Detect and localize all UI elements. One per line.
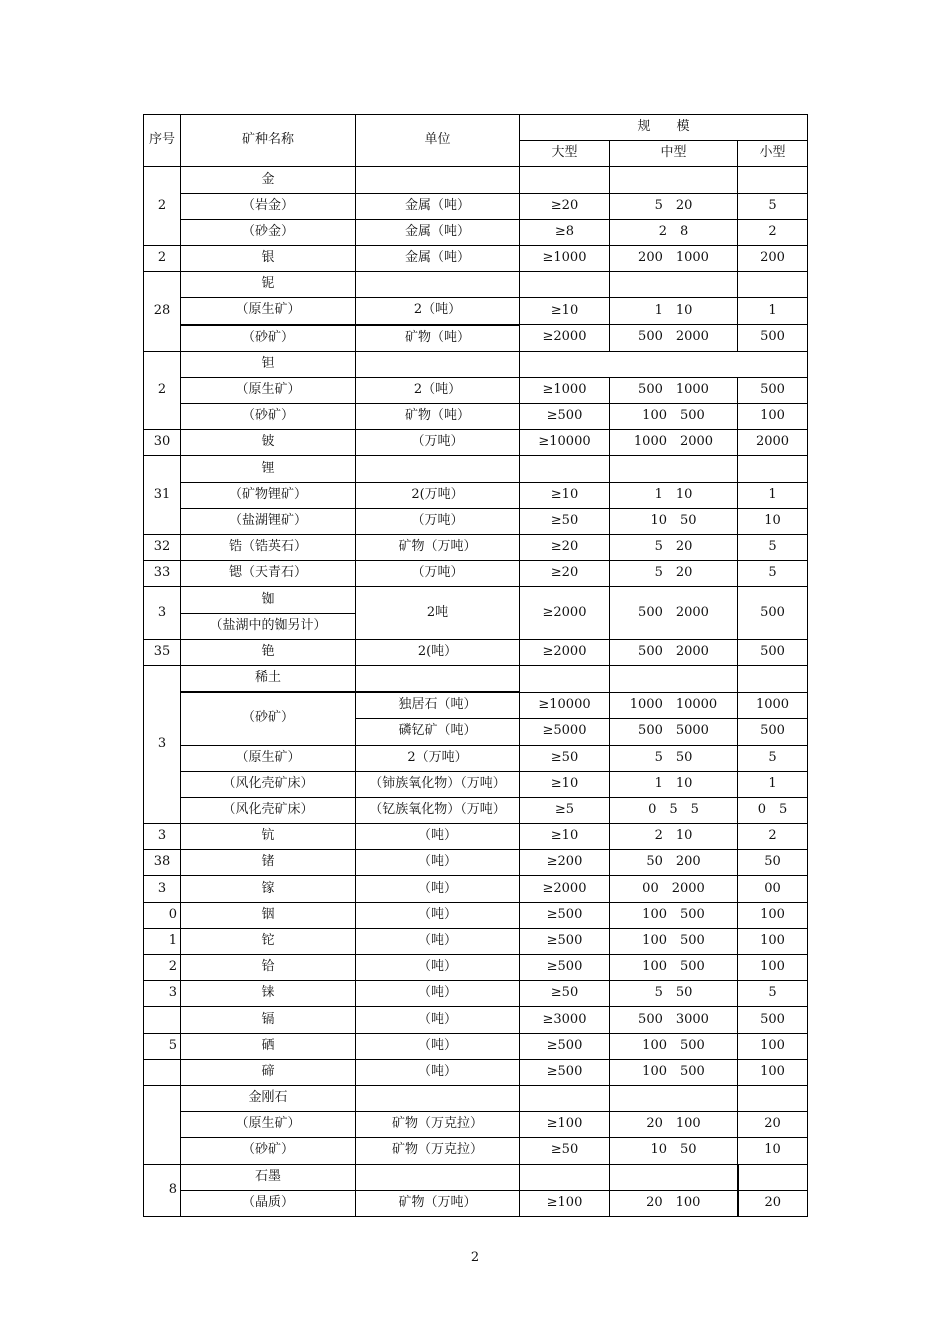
cell-large: ≥1000: [520, 377, 610, 403]
table-row: [144, 1190, 808, 1216]
cell-small: 5: [738, 981, 808, 1007]
cell-large: ≥10: [520, 771, 610, 797]
cell-large: ≥10000: [520, 430, 610, 456]
cell-small: 20: [738, 1112, 808, 1138]
cell-seq: [144, 1007, 181, 1033]
cell-seq: 3: [144, 876, 181, 902]
cell-small: 200: [738, 245, 808, 271]
cell-large: ≥50: [520, 745, 610, 771]
cell-small: 50: [738, 850, 808, 876]
cell-unit: （吨）: [356, 981, 520, 1007]
table-row: [144, 351, 808, 377]
cell-small: 5: [738, 193, 808, 219]
cell-unit: 2（万吨）: [356, 745, 520, 771]
table-row: [144, 1138, 808, 1164]
header-scale: 规 模: [520, 115, 808, 141]
cell-mineral: 钪: [181, 824, 356, 850]
table-row: [144, 193, 808, 219]
cell-seq: 35: [144, 639, 181, 665]
cell-large: ≥2000: [520, 876, 610, 902]
cell-large: ≥10: [520, 824, 610, 850]
cell-seq: 33: [144, 561, 181, 587]
cell-small: 5: [738, 535, 808, 561]
cell-medium: 200 1000: [610, 245, 738, 271]
cell-small: 1000: [738, 692, 808, 719]
cell-medium: 500 5000: [610, 719, 738, 745]
cell-mineral: （风化壳矿床）: [181, 771, 356, 797]
cell-mineral: （原生矿）: [181, 745, 356, 771]
cell-large: ≥100: [520, 1112, 610, 1138]
cell-unit: （万吨）: [356, 561, 520, 587]
cell-medium: 1 10: [610, 298, 738, 325]
cell-mineral: 铍: [181, 430, 356, 456]
cell-medium: 20 100: [610, 1112, 738, 1138]
cell-medium: 100 500: [610, 1033, 738, 1059]
table-row: [144, 561, 808, 587]
cell-unit: 矿物（吨）: [356, 404, 520, 430]
table-row: [144, 587, 808, 613]
table-row: [144, 1007, 808, 1033]
table-row: [144, 298, 808, 325]
cell-large: ≥500: [520, 955, 610, 981]
cell-mineral: 铊: [181, 928, 356, 954]
cell-medium: 5 20: [610, 193, 738, 219]
table-row: [144, 850, 808, 876]
mineral-scale-table: [143, 114, 808, 1217]
table-row: [144, 902, 808, 928]
cell-medium: 5 50: [610, 745, 738, 771]
cell-unit: （吨）: [356, 1007, 520, 1033]
cell-unit: （吨）: [356, 1033, 520, 1059]
cell-seq: 3: [144, 981, 181, 1007]
cell-medium: 1 10: [610, 771, 738, 797]
cell-unit: [356, 351, 520, 377]
cell-unit: [356, 272, 520, 298]
cell-small: 100: [738, 902, 808, 928]
cell-seq: 28: [144, 272, 181, 352]
cell-large: ≥50: [520, 1138, 610, 1164]
cell-small: 00: [738, 876, 808, 902]
cell-medium: 5 20: [610, 561, 738, 587]
cell-seq: 3: [144, 824, 181, 850]
cell-unit: [356, 1164, 520, 1190]
cell-seq: 0: [144, 902, 181, 928]
cell-seq: 8: [144, 1164, 181, 1216]
cell-unit: 磷钇矿（吨）: [356, 719, 520, 745]
cell-seq: 30: [144, 430, 181, 456]
cell-mineral: （盐湖中的铷另计）: [181, 613, 356, 639]
cell-small: 10: [738, 1138, 808, 1164]
cell-unit: 2(万吨）: [356, 482, 520, 508]
cell-mineral: 铯: [181, 639, 356, 665]
cell-seq: [144, 1059, 181, 1085]
cell-small: 5: [738, 745, 808, 771]
header-mineral: 矿种名称: [181, 115, 356, 167]
cell-mineral: 钽: [181, 351, 356, 377]
cell-small: 500: [738, 1007, 808, 1033]
cell-medium: 500 2000: [610, 325, 738, 352]
cell-unit: （吨）: [356, 1059, 520, 1085]
cell-large: ≥2000: [520, 587, 610, 639]
cell-small: [738, 272, 808, 298]
cell-seq: 31: [144, 456, 181, 535]
cell-small: 1: [738, 298, 808, 325]
cell-small: 100: [738, 1033, 808, 1059]
table-row: [144, 1033, 808, 1059]
cell-small: 1: [738, 482, 808, 508]
cell-mineral: 镉: [181, 1007, 356, 1033]
cell-medium: [610, 665, 738, 692]
cell-mineral: 锆（锆英石）: [181, 535, 356, 561]
cell-small: 100: [738, 404, 808, 430]
cell-mineral: 金: [181, 167, 356, 193]
cell-mineral: （风化壳矿床）: [181, 797, 356, 823]
table-row: [144, 404, 808, 430]
cell-unit: 矿物（吨）: [356, 325, 520, 352]
cell-mineral: （岩金）: [181, 193, 356, 219]
table-row: [144, 377, 808, 403]
cell-mineral: （砂矿）: [181, 692, 356, 745]
cell-unit: 矿物（万克拉）: [356, 1138, 520, 1164]
cell-unit: [356, 456, 520, 482]
cell-unit: （吨）: [356, 928, 520, 954]
cell-medium: 500 2000: [610, 587, 738, 639]
header-unit: 单位: [356, 115, 520, 167]
table-row: [144, 876, 808, 902]
cell-small: [738, 456, 808, 482]
cell-unit: （铈族氧化物）（万吨）: [356, 771, 520, 797]
cell-small: 500: [738, 377, 808, 403]
cell-small: 2: [738, 824, 808, 850]
cell-large: ≥10000: [520, 692, 610, 719]
cell-mineral: 石墨: [181, 1164, 356, 1190]
cell-large: [520, 1085, 610, 1111]
cell-unit: [356, 1085, 520, 1111]
cell-small: 100: [738, 928, 808, 954]
table-row: [144, 245, 808, 271]
cell-mineral: （矿物锂矿）: [181, 482, 356, 508]
cell-large: ≥50: [520, 508, 610, 534]
cell-seq: 2: [144, 955, 181, 981]
header-medium: 中型: [610, 141, 738, 167]
cell-large: [520, 1164, 610, 1190]
table-row: [144, 692, 808, 719]
cell-mineral: 锗: [181, 850, 356, 876]
cell-medium: 50 200: [610, 850, 738, 876]
cell-mineral: 银: [181, 245, 356, 271]
cell-small: 10: [738, 508, 808, 534]
cell-unit: 2吨: [356, 587, 520, 639]
cell-medium: [610, 456, 738, 482]
table-row: [144, 508, 808, 534]
cell-mineral: 硒: [181, 1033, 356, 1059]
cell-mineral: 锂: [181, 456, 356, 482]
table-row: [144, 981, 808, 1007]
cell-unit: 金属（吨）: [356, 245, 520, 271]
cell-mineral: 稀土: [181, 665, 356, 692]
cell-small: 500: [738, 639, 808, 665]
cell-mineral: 锶（天青石）: [181, 561, 356, 587]
cell-seq: 1: [144, 928, 181, 954]
cell-large: ≥5: [520, 797, 610, 823]
table-row: [144, 482, 808, 508]
cell-unit: 金属（吨）: [356, 219, 520, 245]
cell-medium: 100 500: [610, 404, 738, 430]
cell-large: ≥500: [520, 928, 610, 954]
cell-seq: [144, 1085, 181, 1164]
cell-unit: 矿物（万吨）: [356, 1190, 520, 1216]
cell-medium: 500 3000: [610, 1007, 738, 1033]
cell-small: 500: [738, 325, 808, 352]
cell-large: [520, 665, 610, 692]
cell-mineral: （原生矿）: [181, 1112, 356, 1138]
table-row: [144, 1059, 808, 1085]
cell-mineral: 铪: [181, 955, 356, 981]
cell-unit: （吨）: [356, 824, 520, 850]
header-seq: 序号: [144, 115, 181, 167]
cell-unit: 金属（吨）: [356, 193, 520, 219]
cell-small: 500: [738, 719, 808, 745]
cell-mineral: （砂矿）: [181, 404, 356, 430]
cell-medium: 500 1000: [610, 377, 738, 403]
cell-mineral: （砂金）: [181, 219, 356, 245]
cell-large: ≥2000: [520, 325, 610, 352]
cell-medium: 500 2000: [610, 639, 738, 665]
cell-large: ≥20: [520, 535, 610, 561]
cell-unit: （吨）: [356, 902, 520, 928]
table-row: [144, 665, 808, 692]
table-row: [144, 1085, 808, 1111]
cell-seq: 3: [144, 587, 181, 639]
cell-large: ≥500: [520, 902, 610, 928]
cell-mineral: （砂矿）: [181, 325, 356, 352]
cell-mineral: 碲: [181, 1059, 356, 1085]
cell-medium: 100 500: [610, 928, 738, 954]
cell-medium: 100 500: [610, 1059, 738, 1085]
cell-medium: 100 500: [610, 955, 738, 981]
table-row: [144, 535, 808, 561]
cell-large: ≥1000: [520, 245, 610, 271]
cell-unit: 矿物（万吨）: [356, 535, 520, 561]
cell-unit: （万吨）: [356, 508, 520, 534]
cell-medium: 5 50: [610, 981, 738, 1007]
table-row: [144, 745, 808, 771]
cell-medium: 0 5 5: [610, 797, 738, 823]
cell-unit: 独居石（吨）: [356, 692, 520, 719]
table-row: [144, 797, 808, 823]
cell-unit: [356, 665, 520, 692]
cell-medium: 1 10: [610, 482, 738, 508]
cell-seq: 2: [144, 351, 181, 430]
header-small: 小型: [738, 141, 808, 167]
cell-mineral: （原生矿）: [181, 298, 356, 325]
header-row: [144, 115, 808, 141]
cell-mineral: （原生矿）: [181, 377, 356, 403]
mineral-scale-table-container: [143, 114, 807, 1217]
cell-unit: 2（吨）: [356, 298, 520, 325]
cell-medium: 1000 10000: [610, 692, 738, 719]
page-number: 2: [470, 1250, 480, 1265]
table-row: [144, 167, 808, 193]
cell-unit: （吨）: [356, 876, 520, 902]
cell-unit: 矿物（万克拉）: [356, 1112, 520, 1138]
cell-small: [738, 1085, 808, 1111]
cell-seq: 3: [144, 665, 181, 823]
table-row: [144, 456, 808, 482]
cell-small: 5: [738, 561, 808, 587]
table-row: [144, 325, 808, 352]
cell-mineral: 铌: [181, 272, 356, 298]
cell-large: ≥3000: [520, 1007, 610, 1033]
cell-large: ≥20: [520, 193, 610, 219]
cell-seq: 38: [144, 850, 181, 876]
cell-large: ≥500: [520, 1059, 610, 1085]
cell-large: [520, 272, 610, 298]
cell-unit: 2(吨）: [356, 639, 520, 665]
cell-unit: [356, 167, 520, 193]
cell-medium: 20 100: [610, 1190, 738, 1216]
cell-unit: 2（吨）: [356, 377, 520, 403]
cell-unit: （钇族氧化物）（万吨）: [356, 797, 520, 823]
cell-large: [520, 167, 610, 193]
cell-medium: [610, 272, 738, 298]
cell-medium: 1000 2000: [610, 430, 738, 456]
cell-small: [738, 1164, 808, 1190]
cell-small: 0 5: [738, 797, 808, 823]
cell-small: 100: [738, 1059, 808, 1085]
cell-large: ≥500: [520, 1033, 610, 1059]
cell-mineral: 镓: [181, 876, 356, 902]
cell-medium: 2 8: [610, 219, 738, 245]
header-large: 大型: [520, 141, 610, 167]
cell-mineral: （盐湖锂矿）: [181, 508, 356, 534]
cell-small: 100: [738, 955, 808, 981]
table-row: [144, 272, 808, 298]
cell-small: 2000: [738, 430, 808, 456]
cell-mineral: 铼: [181, 981, 356, 1007]
cell-mineral: （砂矿）: [181, 1138, 356, 1164]
cell-unit: （吨）: [356, 850, 520, 876]
cell-mineral: （晶质）: [181, 1190, 356, 1216]
cell-scale-empty: [520, 351, 808, 377]
cell-large: ≥500: [520, 404, 610, 430]
table-row: [144, 824, 808, 850]
cell-large: ≥20: [520, 561, 610, 587]
cell-small: 20: [738, 1190, 808, 1216]
table-row: [144, 955, 808, 981]
cell-medium: 100 500: [610, 902, 738, 928]
cell-small: 2: [738, 219, 808, 245]
cell-large: ≥2000: [520, 639, 610, 665]
cell-mineral: 金刚石: [181, 1085, 356, 1111]
cell-large: ≥10: [520, 482, 610, 508]
cell-large: ≥100: [520, 1190, 610, 1216]
cell-small: 1: [738, 771, 808, 797]
table-row: [144, 219, 808, 245]
cell-medium: [610, 1085, 738, 1111]
cell-mineral: 铷: [181, 587, 356, 613]
cell-mineral: 铟: [181, 902, 356, 928]
cell-medium: 5 20: [610, 535, 738, 561]
cell-medium: [610, 167, 738, 193]
cell-large: ≥8: [520, 219, 610, 245]
cell-medium: 00 2000: [610, 876, 738, 902]
cell-seq: 32: [144, 535, 181, 561]
cell-large: [520, 456, 610, 482]
cell-unit: （吨）: [356, 955, 520, 981]
table-row: [144, 1112, 808, 1138]
cell-small: [738, 167, 808, 193]
cell-medium: 10 50: [610, 508, 738, 534]
cell-seq: 5: [144, 1033, 181, 1059]
cell-large: ≥200: [520, 850, 610, 876]
table-row: [144, 430, 808, 456]
table-row: [144, 928, 808, 954]
cell-medium: [610, 1164, 738, 1190]
cell-seq: 2: [144, 245, 181, 271]
cell-medium: 2 10: [610, 824, 738, 850]
cell-medium: 10 50: [610, 1138, 738, 1164]
cell-large: ≥10: [520, 298, 610, 325]
cell-small: 500: [738, 587, 808, 639]
cell-seq: 2: [144, 167, 181, 246]
cell-large: ≥50: [520, 981, 610, 1007]
table-row: [144, 639, 808, 665]
table-row: [144, 771, 808, 797]
cell-unit: （万吨）: [356, 430, 520, 456]
cell-large: ≥5000: [520, 719, 610, 745]
table-row: [144, 1164, 808, 1190]
cell-small: [738, 665, 808, 692]
